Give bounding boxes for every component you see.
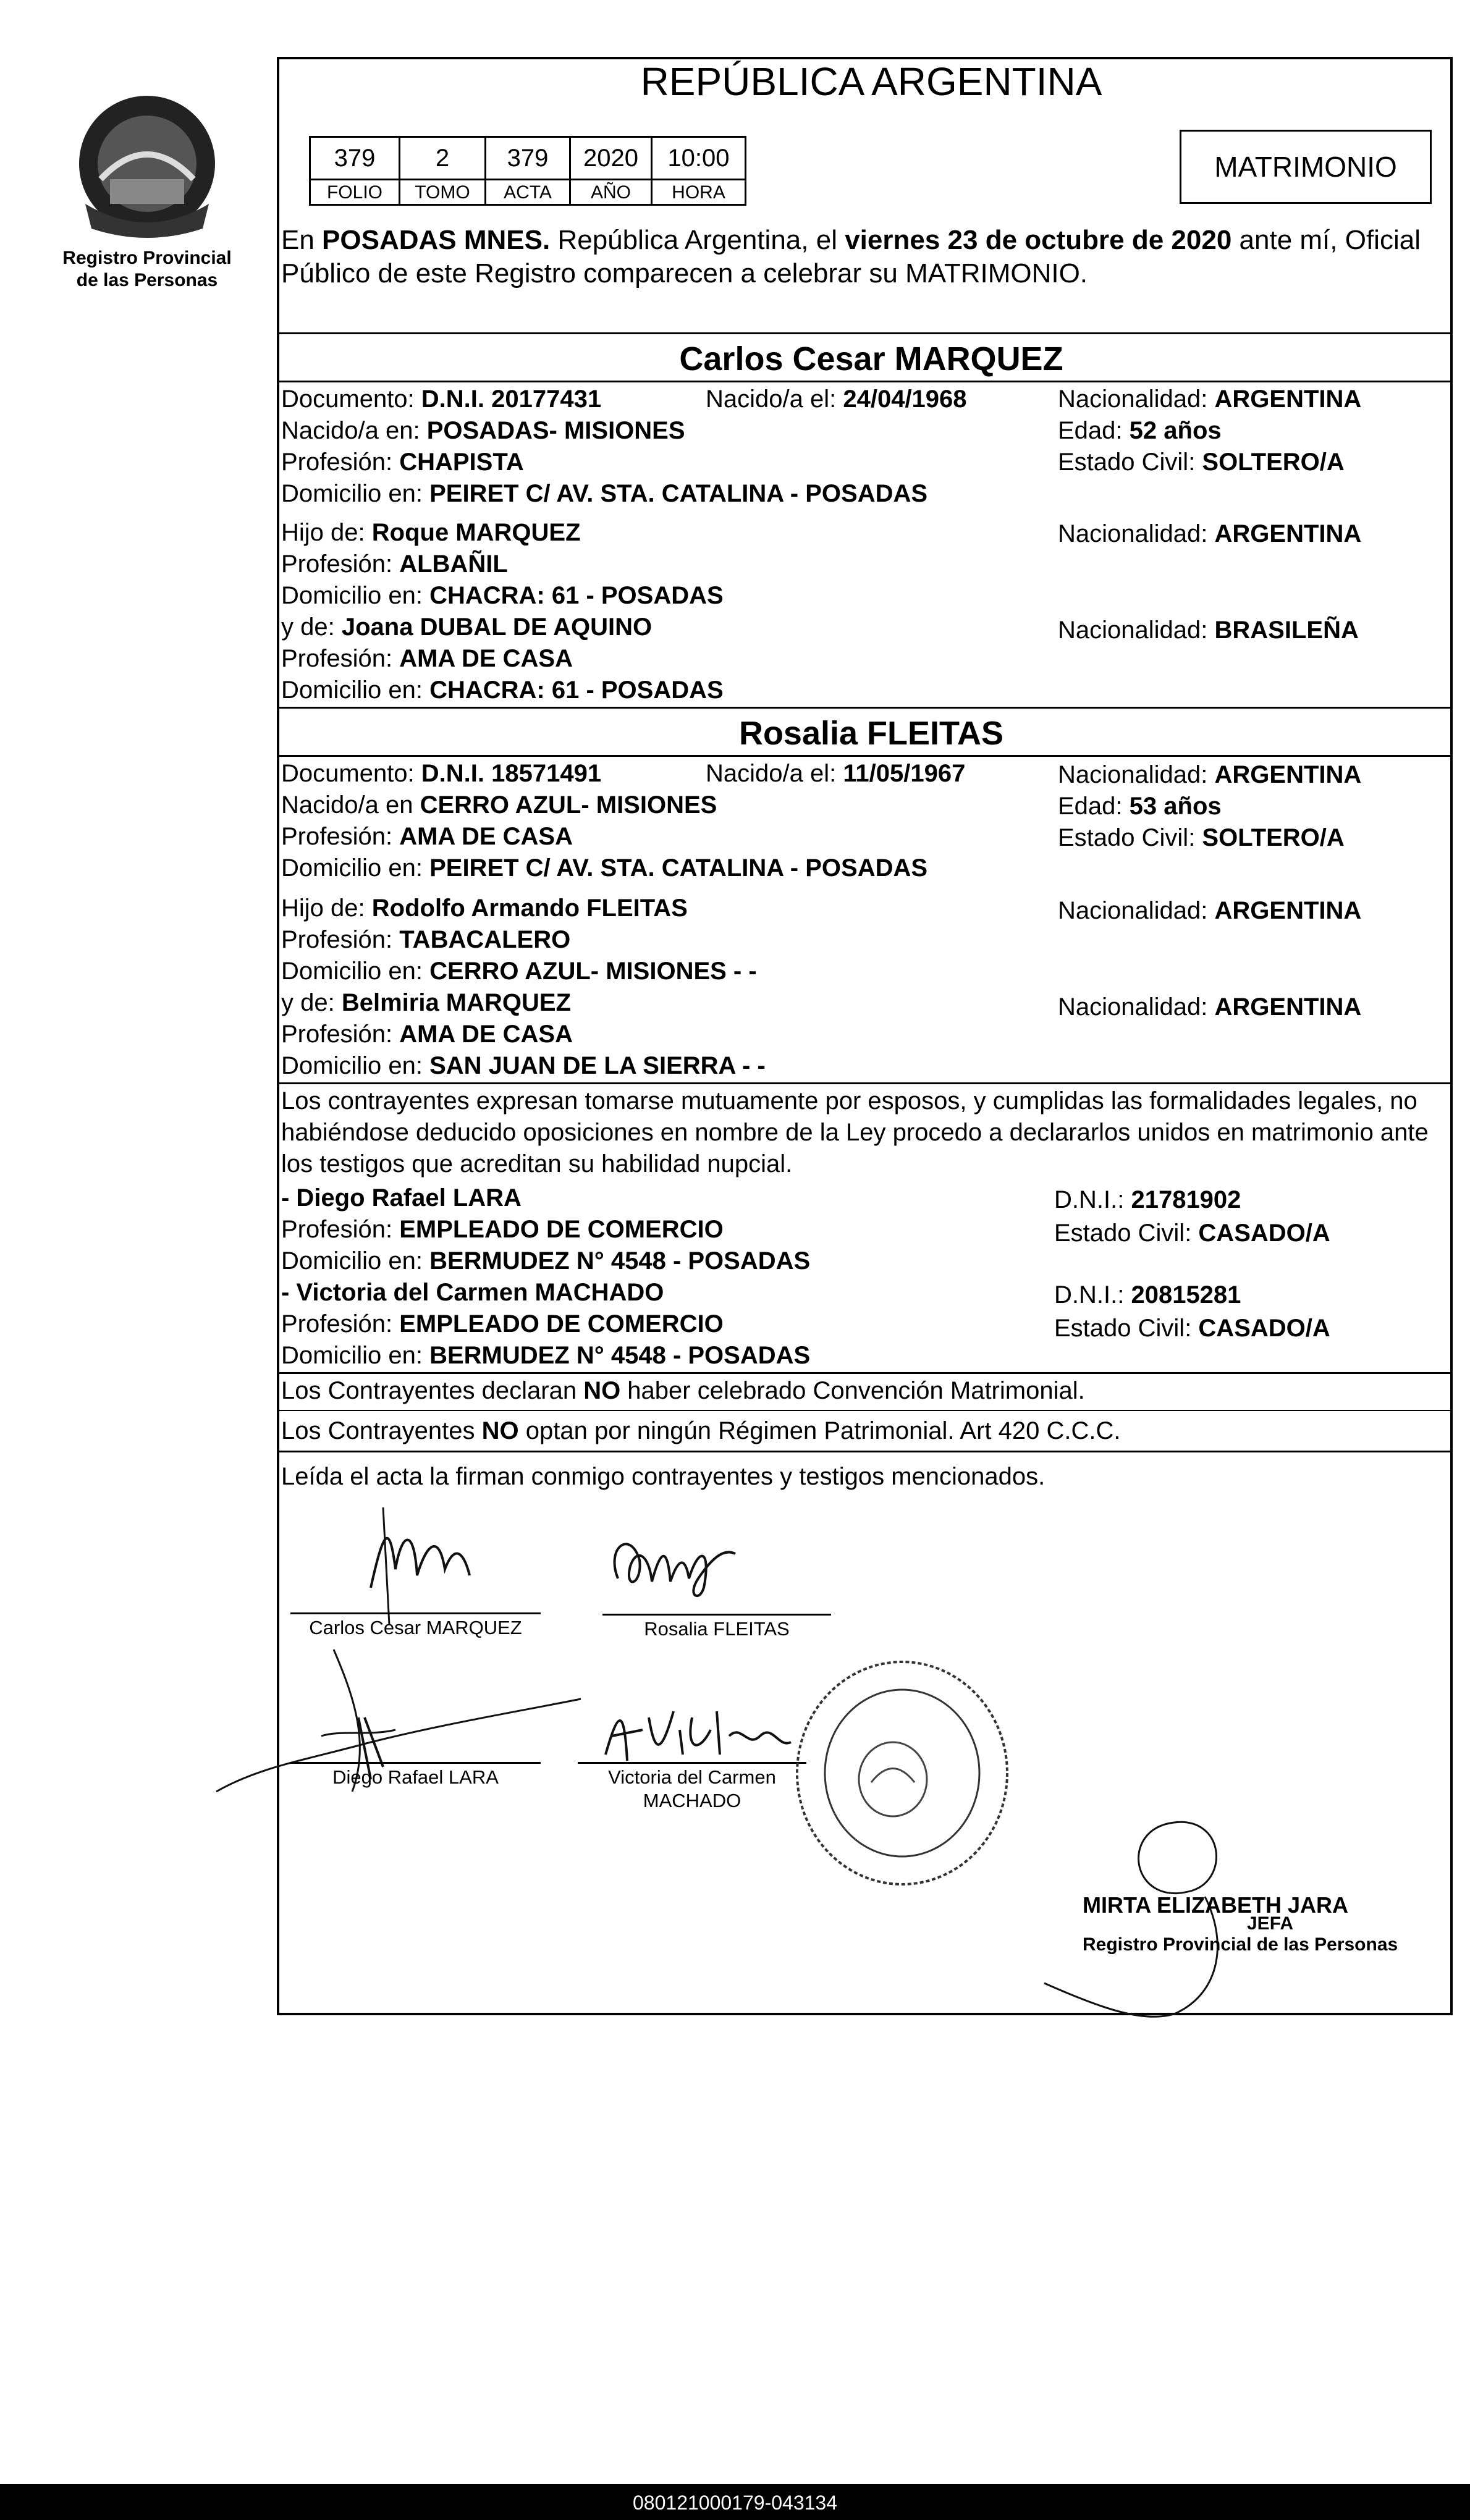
born-label: Nacido/a el: <box>706 386 843 413</box>
groom-civil-value: SOLTERO/A <box>1202 449 1345 476</box>
divider-convention <box>277 1372 1453 1374</box>
witness2-profession <box>281 1309 724 1339</box>
father-label: Hijo de: <box>281 895 372 922</box>
prof-label: Profesión: <box>281 550 400 578</box>
convention-text <box>281 1376 1085 1405</box>
bride-father-prof-value: TABACALERO <box>399 926 571 953</box>
nat-label: Nacionalidad: <box>1058 617 1215 644</box>
intro-text-2: República Argentina, el <box>550 225 845 255</box>
regime-text <box>281 1416 1121 1446</box>
groom-civil-status <box>1058 447 1345 477</box>
dni-label: D.N.I.: <box>1054 1281 1131 1308</box>
groom-mother-profession <box>281 644 573 673</box>
witness1-civil-status <box>1054 1218 1330 1248</box>
prof-label: Profesión: <box>281 1216 400 1243</box>
bride-profession <box>281 822 573 851</box>
witness2-dni <box>1054 1280 1241 1310</box>
registry-name-line2: de las Personas <box>76 270 218 290</box>
divider-groom <box>277 332 1453 334</box>
addr-label: Domicilio en: <box>281 582 430 609</box>
acta-label: ACTA <box>484 179 571 206</box>
groom-birthplace <box>281 416 685 445</box>
witness2-civil-value: CASADO/A <box>1198 1315 1330 1342</box>
groom-prof-value: CHAPISTA <box>399 449 524 476</box>
witness1-signature-line <box>290 1762 541 1764</box>
bride-address <box>281 853 927 883</box>
bride-age-value: 53 años <box>1129 793 1222 820</box>
groom-father-nationality <box>1058 519 1361 549</box>
civil-label: Estado Civil: <box>1054 1220 1199 1247</box>
addr-label: Domicilio en: <box>281 854 430 882</box>
bride-father-profession <box>281 925 570 954</box>
country-title: REPÚBLICA ARGENTINA <box>640 59 1102 104</box>
age-label: Edad: <box>1058 793 1130 820</box>
witness2-dni-value: 20815281 <box>1131 1281 1241 1308</box>
groom-mother-address <box>281 675 724 705</box>
divider-closing <box>277 1451 1453 1452</box>
groom-dni: D.N.I. 20177431 <box>421 386 602 413</box>
witness1-addr-value: BERMUDEZ N° 4548 - POSADAS <box>429 1247 811 1275</box>
bride-mother-address <box>281 1051 766 1081</box>
mother-label: y de: <box>281 989 342 1016</box>
registry-name-line1: Registro Provincial <box>62 248 232 268</box>
official-registry-stamp <box>791 1656 1013 1890</box>
groom-document <box>281 384 601 414</box>
bride-birthdate: 11/05/1967 <box>843 760 966 787</box>
groom-nationality <box>1058 384 1361 414</box>
birthplace-label: Nacido/a en: <box>281 417 427 444</box>
divider-bride-2 <box>277 755 1453 757</box>
bride-nationality <box>1058 760 1361 790</box>
declaration-line1: Los contrayentes expresan tomarse mutuamente por esposos, y cumplidas las formalidades legales, no <box>281 1087 1417 1115</box>
witness1-civil-value: CASADO/A <box>1198 1220 1330 1247</box>
groom-mother-value: Joana DUBAL DE AQUINO <box>341 613 653 641</box>
witness2-signature-name-2: MACHADO <box>643 1790 741 1811</box>
witness2-address <box>281 1341 810 1370</box>
bride-age <box>1058 791 1222 821</box>
bride-prof-value: AMA DE CASA <box>399 823 573 850</box>
ano-label: AÑO <box>569 179 653 206</box>
bride-signature-name: Rosalia FLEITAS <box>644 1618 790 1640</box>
regime-no: NO <box>481 1417 519 1444</box>
nat-label: Nacionalidad: <box>1058 520 1215 547</box>
father-label: Hijo de: <box>281 519 372 546</box>
bride-civil-status <box>1058 823 1345 853</box>
bride-mother-addr-value: SAN JUAN DE LA SIERRA - - <box>429 1052 766 1079</box>
groom-age <box>1058 416 1222 445</box>
prof-label: Profesión: <box>281 926 400 953</box>
witness2-signature-line <box>578 1762 806 1764</box>
divider-regime <box>277 1410 1453 1411</box>
witness2-name: - Victoria del Carmen MACHADO <box>281 1279 664 1306</box>
tomo-label: TOMO <box>399 179 486 206</box>
birthplace-label: Nacido/a en <box>281 791 420 819</box>
born-label: Nacido/a el: <box>706 760 843 787</box>
convention-no: NO <box>583 1377 621 1404</box>
civil-label: Estado Civil: <box>1058 449 1202 476</box>
convention-p2: haber celebrado Convención Matrimonial. <box>620 1377 1085 1404</box>
misiones-seal-logo <box>67 86 227 241</box>
declaration-line2: habiéndose deducido oposiciones en nombre de la Ley procedo a declararlos unidos en matrimonio ante <box>281 1119 1429 1146</box>
addr-label: Domicilio en: <box>281 676 430 704</box>
witness1-dni <box>1054 1185 1241 1215</box>
groom-mother-nat-value: BRASILEÑA <box>1214 617 1359 644</box>
groom-age-value: 52 años <box>1129 417 1222 444</box>
closing-text: Leída el acta la firman conmigo contrayentes y testigos mencionados. <box>281 1463 1045 1490</box>
prof-label: Profesión: <box>281 1021 400 1048</box>
groom-profession <box>281 447 524 477</box>
bride-birthplace <box>281 790 717 820</box>
bride-father-address <box>281 956 757 986</box>
groom-father-addr-value: CHACRA: 61 - POSADAS <box>429 582 724 609</box>
intro-date: viernes 23 de octubre de 2020 <box>845 225 1232 255</box>
groom-signature-name: Carlos Cesar MARQUEZ <box>309 1617 522 1638</box>
bride-mother-prof-value: AMA DE CASA <box>399 1021 573 1048</box>
groom-signature <box>346 1507 531 1625</box>
groom-father <box>281 518 581 547</box>
civil-label: Estado Civil: <box>1054 1315 1199 1342</box>
hora-label: HORA <box>651 179 746 206</box>
prof-label: Profesión: <box>281 823 400 850</box>
official-role: JEFA <box>1247 1913 1294 1934</box>
bride-signature <box>593 1523 779 1616</box>
official-name: MIRTA ELIZABETH JARA <box>1083 1892 1348 1918</box>
hora-value: 10:00 <box>651 136 746 180</box>
intro-place: POSADAS MNES. <box>322 225 551 255</box>
groom-father-profession <box>281 549 508 579</box>
groom-nat-value: ARGENTINA <box>1214 386 1362 413</box>
acta-value: 379 <box>484 136 571 180</box>
bride-mother-nationality <box>1058 992 1361 1022</box>
bride-name-heading: Rosalia FLEITAS <box>738 715 1004 752</box>
bride-document <box>281 759 601 788</box>
witness2-civil-status <box>1054 1313 1330 1343</box>
groom-name-heading: Carlos Cesar MARQUEZ <box>679 340 1063 377</box>
folio-label: FOLIO <box>309 179 400 206</box>
bride-father-nationality <box>1058 896 1361 925</box>
official-office: Registro Provincial de las Personas <box>1083 1934 1398 1955</box>
addr-label: Domicilio en: <box>281 1342 430 1369</box>
witness2-addr-value: BERMUDEZ N° 4548 - POSADAS <box>429 1342 811 1369</box>
prof-label: Profesión: <box>281 645 400 672</box>
bride-father-value: Rodolfo Armando FLEITAS <box>371 895 688 922</box>
divider-declaration <box>277 1082 1453 1084</box>
witness1-address <box>281 1246 810 1276</box>
groom-birthplace-value: POSADAS- MISIONES <box>426 417 685 444</box>
nat-label: Nacionalidad: <box>1058 761 1215 788</box>
addr-label: Domicilio en: <box>281 1247 430 1275</box>
bride-father <box>281 893 688 923</box>
doc-label: Documento: <box>281 760 421 787</box>
nat-label: Nacionalidad: <box>1058 993 1215 1021</box>
intro-text-3: ante mí, Oficial <box>1231 225 1421 255</box>
mother-label: y de: <box>281 613 342 641</box>
witness2-signature <box>593 1693 816 1773</box>
prof-label: Profesión: <box>281 449 400 476</box>
divider-bride <box>277 707 1453 709</box>
groom-signature-line <box>290 1612 541 1614</box>
intro-line1 <box>281 224 1421 257</box>
prof-label: Profesión: <box>281 1310 400 1338</box>
bride-civil-value: SOLTERO/A <box>1202 824 1345 851</box>
tomo-value: 2 <box>399 136 486 180</box>
convention-p1: Los Contrayentes declaran <box>281 1377 584 1404</box>
footer-code: 080121000179-043134 <box>633 2492 837 2514</box>
dni-label: D.N.I.: <box>1054 1186 1131 1213</box>
bride-addr-value: PEIRET C/ AV. STA. CATALINA - POSADAS <box>429 854 928 882</box>
witness1-signature-name: Diego Rafael LARA <box>332 1766 499 1788</box>
addr-label: Domicilio en: <box>281 1052 430 1079</box>
bride-mother-value: Belmiria MARQUEZ <box>341 989 572 1016</box>
groom-address <box>281 479 927 508</box>
groom-father-value: Roque MARQUEZ <box>371 519 581 546</box>
addr-label: Domicilio en: <box>281 480 430 507</box>
groom-father-address <box>281 581 724 610</box>
groom-addr-value: PEIRET C/ AV. STA. CATALINA - POSADAS <box>429 480 928 507</box>
bride-mother-profession <box>281 1019 573 1049</box>
bride-mother-nat-value: ARGENTINA <box>1214 993 1362 1021</box>
bride-father-nat-value: ARGENTINA <box>1214 897 1362 924</box>
groom-mother <box>281 612 652 642</box>
bride-nat-value: ARGENTINA <box>1214 761 1362 788</box>
groom-born-date <box>706 384 967 414</box>
bride-born-date <box>706 759 965 788</box>
bride-father-addr-value: CERRO AZUL- MISIONES - - <box>429 958 757 985</box>
bride-dni: D.N.I. 18571491 <box>421 760 602 787</box>
groom-father-prof-value: ALBAÑIL <box>399 550 508 578</box>
groom-mother-nationality <box>1058 615 1359 645</box>
folio-value: 379 <box>309 136 400 180</box>
bride-signature-line <box>602 1614 831 1616</box>
document-footer-bar <box>0 2484 1470 2520</box>
civil-label: Estado Civil: <box>1058 824 1202 851</box>
bride-birthplace-value: CERRO AZUL- MISIONES <box>420 791 717 819</box>
doc-label: Documento: <box>281 386 421 413</box>
nat-label: Nacionalidad: <box>1058 897 1215 924</box>
regime-p2: optan por ningún Régimen Patrimonial. Art 420 C.C.C. <box>518 1417 1121 1444</box>
groom-mother-addr-value: CHACRA: 61 - POSADAS <box>429 676 724 704</box>
witness1-name: - Diego Rafael LARA <box>281 1184 522 1212</box>
witness1-profession <box>281 1215 724 1244</box>
witness2-signature-name-1: Victoria del Carmen <box>608 1766 776 1788</box>
intro-line2: Público de este Registro comparecen a celebrar su MATRIMONIO. <box>281 258 1088 289</box>
bride-mother <box>281 988 571 1018</box>
regime-p1: Los Contrayentes <box>281 1417 482 1444</box>
act-type-box: MATRIMONIO <box>1180 130 1432 204</box>
groom-mother-prof-value: AMA DE CASA <box>399 645 573 672</box>
declaration-line3: los testigos que acreditan su habilidad nupcial. <box>281 1150 793 1178</box>
groom-father-nat-value: ARGENTINA <box>1214 520 1362 547</box>
witness1-prof-value: EMPLEADO DE COMERCIO <box>399 1216 724 1243</box>
age-label: Edad: <box>1058 417 1130 444</box>
groom-birthdate: 24/04/1968 <box>843 386 967 413</box>
nat-label: Nacionalidad: <box>1058 386 1215 413</box>
intro-text-1: En <box>281 225 323 255</box>
addr-label: Domicilio en: <box>281 958 430 985</box>
divider-groom-2 <box>277 381 1453 382</box>
witness1-dni-value: 21781902 <box>1131 1186 1241 1213</box>
witness2-prof-value: EMPLEADO DE COMERCIO <box>399 1310 724 1338</box>
ano-value: 2020 <box>569 136 653 180</box>
